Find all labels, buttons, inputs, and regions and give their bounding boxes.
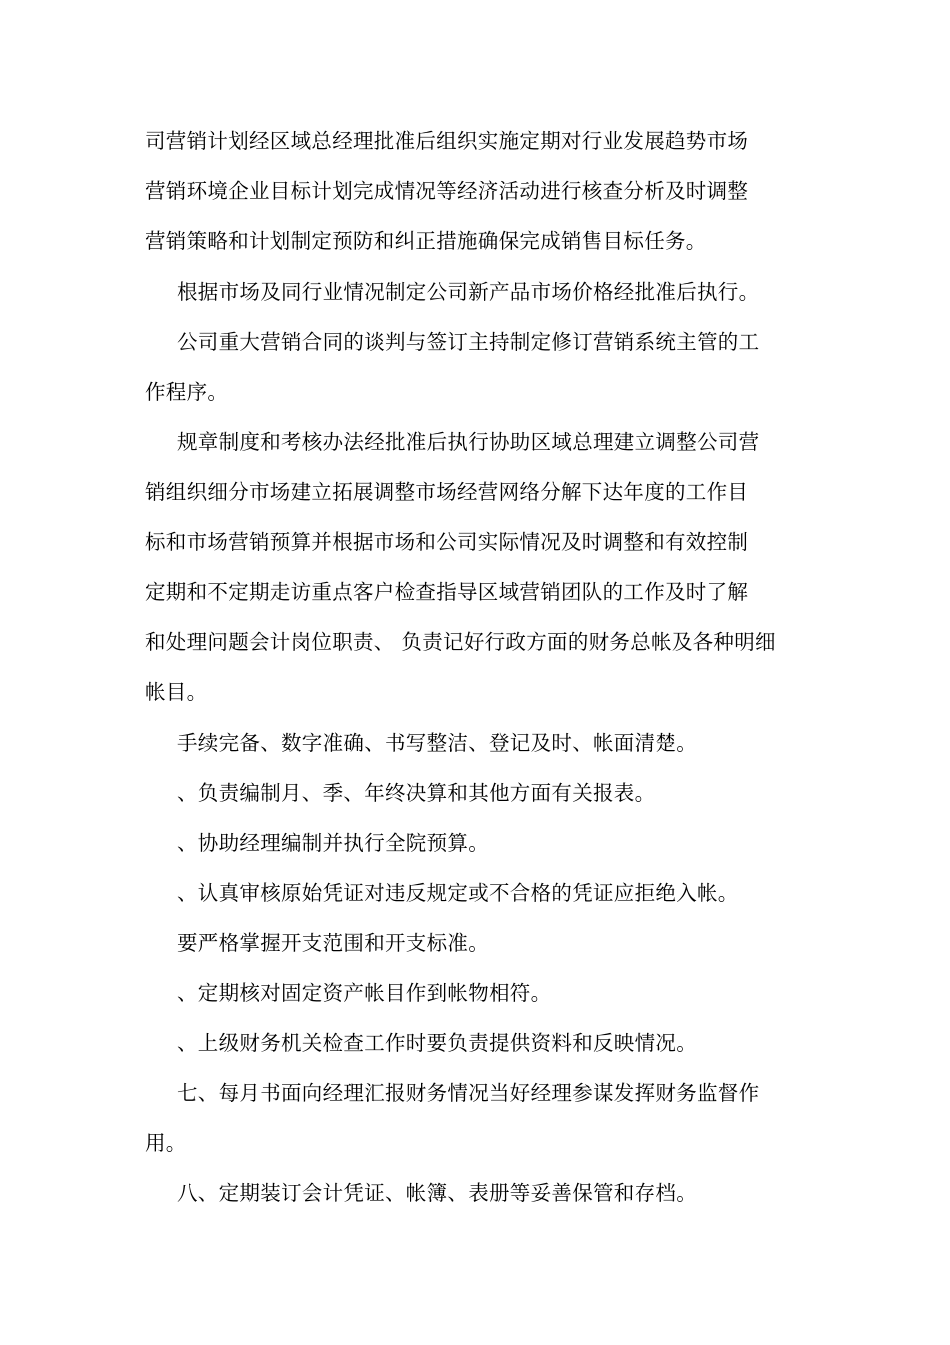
text-line: 要严格掌握开支范围和开支标准。: [177, 931, 489, 955]
text-line: 、认真审核原始凭证对违反规定或不合格的凭证应拒绝入帐。: [177, 881, 739, 905]
text-line: 标和市场营销预算并根据市场和公司实际情况及时调整和有效控制: [145, 530, 749, 554]
text-line: 营销策略和计划制定预防和纠正措施确保完成销售目标任务。: [145, 229, 707, 253]
text-line: 、负责编制月、季、年终决算和其他方面有关报表。: [177, 781, 656, 805]
text-line: 和处理问题会计岗位职责、 负责记好行政方面的财务总帐及各种明细: [145, 630, 776, 654]
text-line: 作程序。: [145, 380, 229, 404]
text-line: 公司重大营销合同的谈判与签订主持制定修订营销系统主管的工: [177, 330, 760, 354]
text-line: 、协助经理编制并执行全院预算。: [177, 831, 489, 855]
text-line: 根据市场及同行业情况制定公司新产品市场价格经批准后执行。: [177, 280, 760, 304]
text-line: 、定期核对固定资产帐目作到帐物相符。: [177, 981, 552, 1005]
text-line: 规章制度和考核办法经批准后执行协助区域总理建立调整公司营: [177, 430, 760, 454]
text-line: 七、每月书面向经理汇报财务情况当好经理参谋发挥财务监督作: [177, 1081, 760, 1105]
text-line: 手续完备、数字准确、书写整洁、登记及时、帐面清楚。: [177, 731, 697, 755]
text-line: 帐目。: [145, 680, 208, 704]
text-line: 定期和不定期走访重点客户检查指导区域营销团队的工作及时了解: [145, 580, 749, 604]
text-line: 用。: [145, 1131, 187, 1155]
text-line: 、上级财务机关检查工作时要负责提供资料和反映情况。: [177, 1031, 697, 1055]
text-line: 销组织细分市场建立拓展调整市场经营网络分解下达年度的工作目: [145, 480, 749, 504]
text-line: 司营销计划经区域总经理批准后组织实施定期对行业发展趋势市场: [145, 129, 749, 153]
text-line: 八、定期装订会计凭证、帐簿、表册等妥善保管和存档。: [177, 1181, 697, 1205]
text-line: 营销环境企业目标计划完成情况等经济活动进行核查分析及时调整: [145, 179, 749, 203]
